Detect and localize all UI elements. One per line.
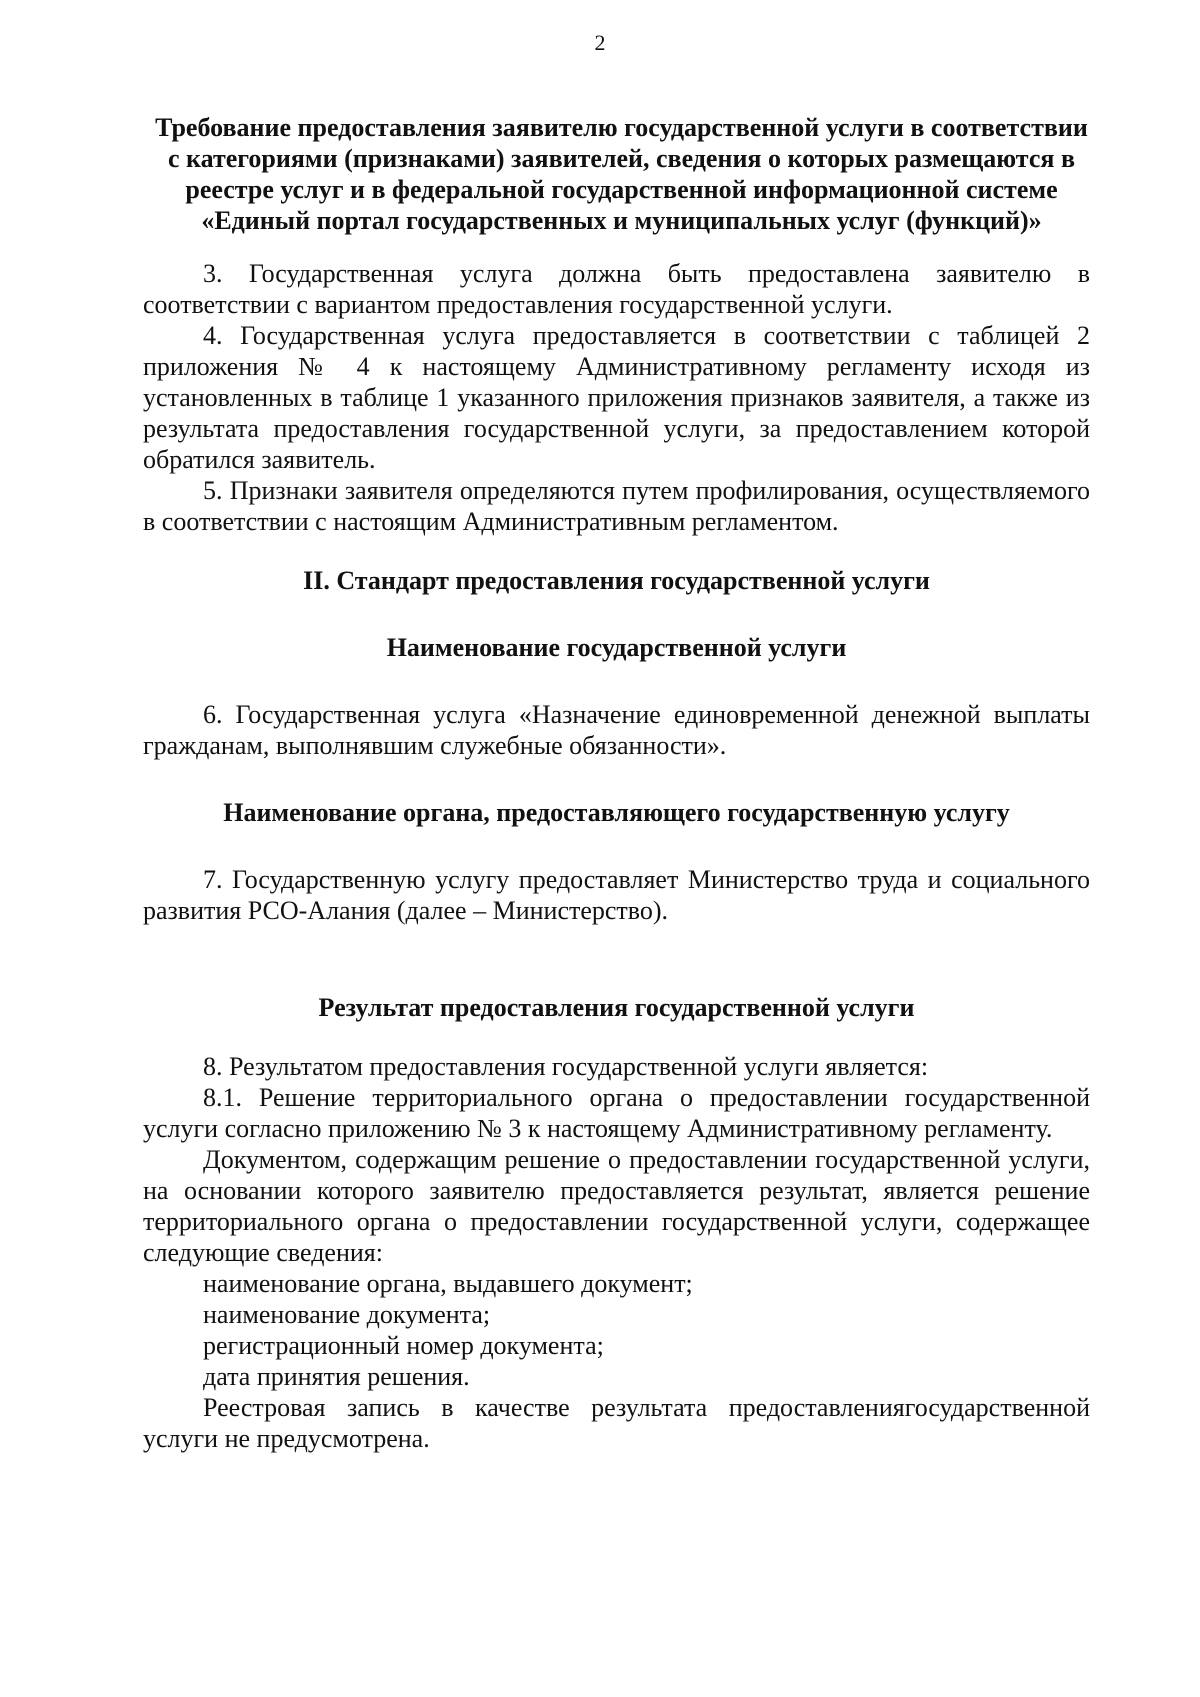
page-number: 2 — [594, 30, 606, 55]
heading-requirement: Требование предоставления заявителю государственной услуги в соответствии с категориями (признаками) заявителей, сведения о которых размещаются в реестре услуг и в федеральной государственной информационной системе «Единый портал государственных и муниципальных услуг (функций)» — [155, 113, 1088, 235]
paragraph-4: 4. Государственная услуга предоставляется в соответствии с таблицей 2 приложения № 4 к настоящему Административному регламенту исходя из установленных в таблице 1 указанного приложения признаков заявителя, а также из результата предоставления государственной услуги, за предоставлением которой обратился заявитель. — [143, 321, 1090, 474]
heading-authority: Наименование органа, предоставляющего государственную услугу — [223, 798, 1010, 827]
paragraph-3: 3. Государственная услуга должна быть предоставлена заявителю в соответствии с вариантом предоставления государственной услуги. — [143, 259, 1090, 319]
document-field-item: наименование органа, выдавшего документ; — [203, 1269, 693, 1298]
paragraph-5: 5. Признаки заявителя определяются путем профилирования, осуществляемого в соответствии с настоящим Административным регламентом. — [143, 476, 1090, 536]
paragraph-6: 6. Государственная услуга «Назначение единовременной денежной выплаты гражданам, выполнявшим служебные обязанности». — [143, 700, 1090, 760]
document-field-item: регистрационный номер документа; — [203, 1331, 604, 1360]
paragraph-document: Документом, содержащим решение о предоставлении государственной услуги, на основании которого заявителю предоставляется результат, является решение территориального органа о предоставлении государственной услуги, содержащее следующие сведения: — [143, 1145, 1090, 1267]
paragraph-7: 7. Государственную услугу предоставляет Министерство труда и социального развития РСО-Алания (далее – Министерство). — [143, 865, 1090, 925]
paragraph-8-1: 8.1. Решение территориального органа о предоставлении государственной услуги согласно приложению № 3 к настоящему Административному регламенту. — [143, 1083, 1090, 1143]
heading-result: Результат предоставления государственной услуги — [318, 993, 915, 1022]
paragraph-registry: Реестровая запись в качестве результата предоставлениягосударственной услуги не предусмотрена. — [143, 1393, 1090, 1453]
document-field-item: наименование документа; — [203, 1300, 491, 1329]
section-title: II. Стандарт предоставления государственной услуги — [303, 566, 930, 595]
document-field-item: дата принятия решения. — [203, 1362, 470, 1391]
paragraph-8: 8. Результатом предоставления государственной услуги является: — [203, 1052, 929, 1081]
document-body — [143, 112, 1090, 1454]
heading-service-name: Наименование государственной услуги — [386, 633, 847, 662]
